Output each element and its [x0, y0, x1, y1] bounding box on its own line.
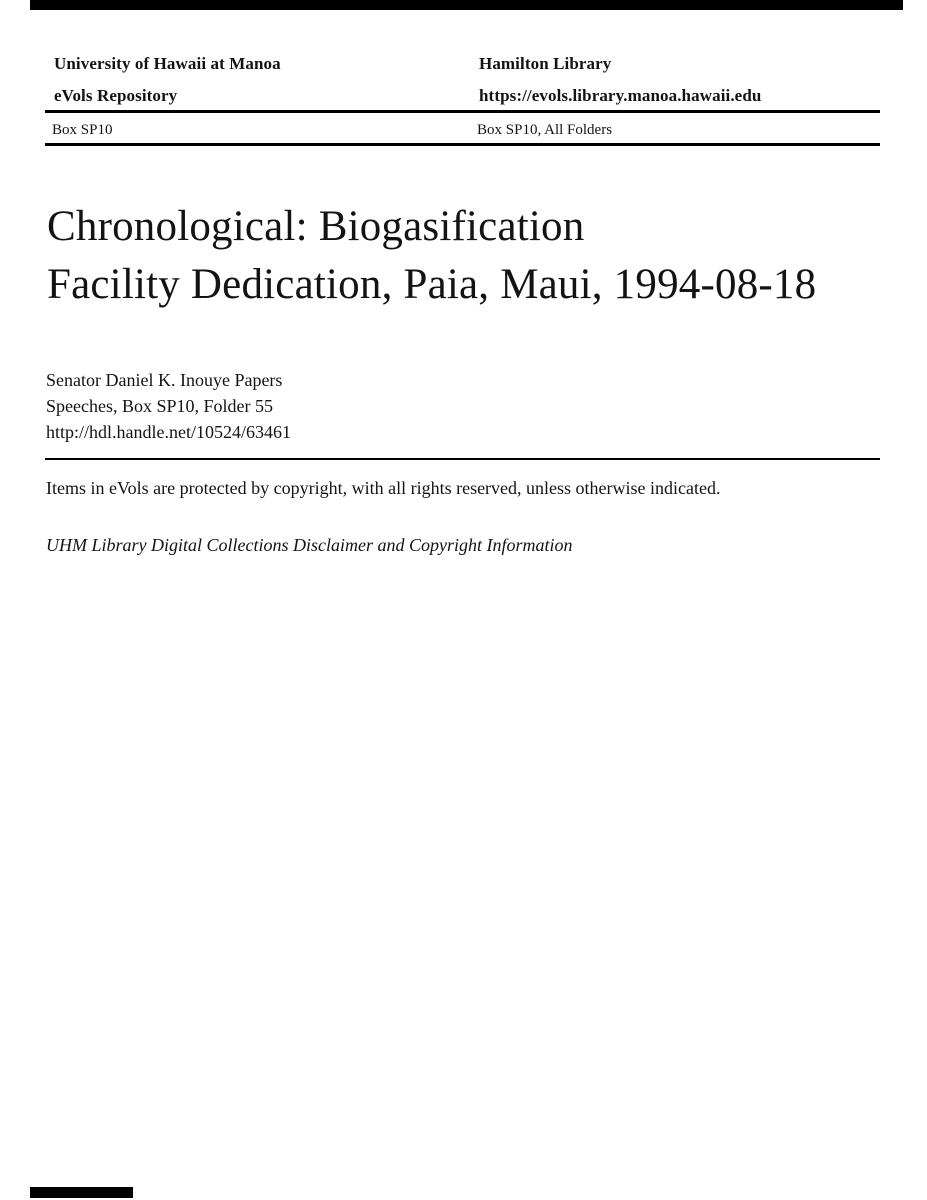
box-label: Box SP10: [52, 122, 113, 138]
document-title-line2: Facility Dedication, Paia, Maui, 1994-08-18: [47, 261, 817, 308]
cover-header: [45, 54, 880, 146]
library-name: Hamilton Library: [479, 54, 612, 73]
repository-name: eVols Repository: [54, 86, 178, 105]
copyright-notice: Items in eVols are protected by copyright, with all rights reserved, unless otherwise indicated.: [46, 478, 721, 498]
page-content: [45, 0, 880, 557]
collection-location: Speeches, Box SP10, Folder 55: [46, 396, 273, 416]
document-title: [47, 198, 880, 314]
document-title-line1: Chronological: Biogasification: [47, 203, 585, 250]
box-info-row: [45, 113, 880, 146]
box-folders-label: Box SP10, All Folders: [477, 122, 613, 138]
scan-artifact-bottom-bar: [30, 1187, 133, 1198]
footer-divider: [45, 458, 880, 460]
header-grid: [45, 54, 880, 113]
collection-name: Senator Daniel K. Inouye Papers: [46, 370, 283, 390]
handle-url-link[interactable]: http://hdl.handle.net/10524/63461: [46, 422, 291, 442]
disclaimer-link[interactable]: UHM Library Digital Collections Disclaimer and Copyright Information: [46, 535, 573, 555]
repository-url-link[interactable]: https://evols.library.manoa.hawaii.edu: [479, 86, 762, 105]
institution-name: University of Hawaii at Manoa: [54, 54, 281, 73]
metadata-block: [46, 367, 880, 445]
